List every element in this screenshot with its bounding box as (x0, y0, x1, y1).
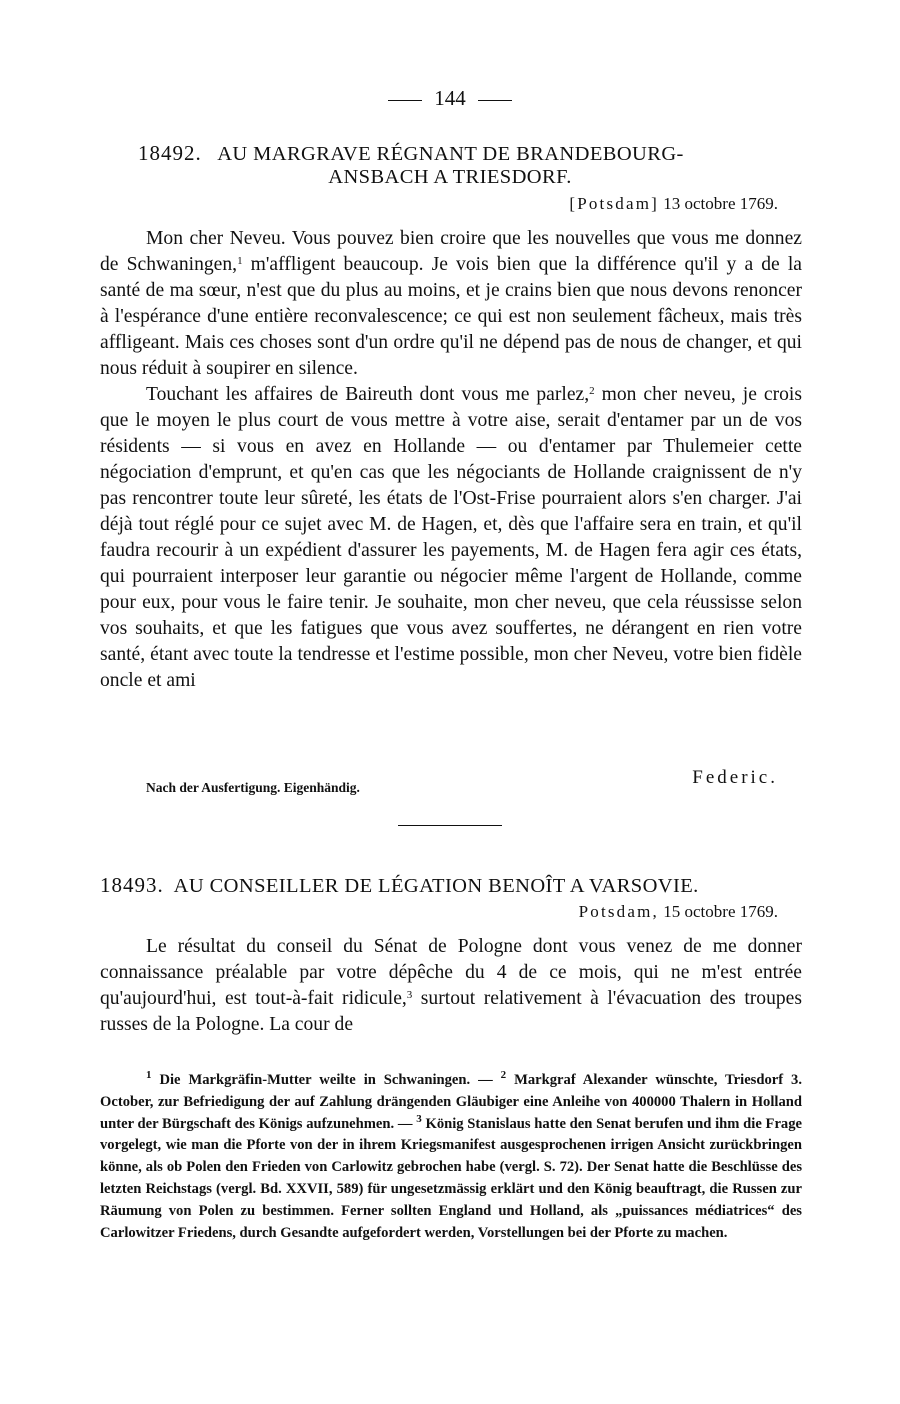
letter1-title-line2: ANSBACH A TRIESDORF. (328, 166, 572, 188)
letter1-body (100, 226, 802, 694)
letter2-title (100, 872, 800, 899)
letter2-paragraph-1 (100, 934, 802, 1038)
page-header (0, 86, 900, 111)
letter1-place: [Potsdam] (569, 194, 660, 213)
letter1-p2-text-b: mon cher neveu, je crois que le moyen le plus court de vous mettre à votre aise, serait d'entamer par un de vos résidents — si vous en avez en Hollande — ou d'entamer par Thulemeier cette négociation d'emprunt, et qu'en cas que les négociants de Hollande craignissent de n'y pas rencontrer toute leur sûreté, les états de l'Ost-Frise pourraient alors s'en charger. J'ai déjà tout réglé pour ce sujet avec M. de Hagen, et, dès que l'affaire sera en train, et qu'il faudra recourir à un expédient d'assurer les payements, M. de Hagen fera agir ces états, qui pourraient interposer leur garantie ou négocier même l'argent de Hollande, comme pour eux, pour vous le faire tenir. Je souhaite, mon cher neveu, que cela réussisse selon vos souhaits, et que les fatigues que vous avez souffertes, ne dérangent en rien votre santé, étant avec toute la tendresse et l'estime possible, mon cher Neveu, votre bien fidèle oncle et ami (100, 384, 802, 691)
source-note: Nach der Ausfertigung. Eigenhändig. (146, 780, 360, 795)
letter1-p1-text-a: Mon cher Neveu. Vous pouvez bien croire que les nouvelles que vous me donnez de Schwaningen, (100, 228, 802, 275)
letter1-title-text: AU MARGRAVE RÉGNANT DE BRANDEBOURG- (217, 143, 684, 165)
footnote-ref-2: 2 (589, 385, 595, 397)
footnote-mark-1: 1 (146, 1069, 152, 1081)
letter2-number: 18493. (100, 873, 164, 897)
footnote-mark-2: 2 (500, 1069, 507, 1081)
footnotes-paragraph (100, 1070, 802, 1244)
letter1-number: 18492. (138, 141, 202, 165)
footnote-3: König Stanislaus hatte den Senat berufen und ihm die Frage vorgelegt, wie man die Pforte von der in ihrem Kriegsmanifest ausgesprochenen irrigen Ansicht zurückbringen könne, als ob Polen den Frieden von Carlowitz gebrochen habe (vergl. S. 72). Der Senat hatte die Beschlüsse des letzten Reichstags (vergl. Bd. XXVII, 589) für ungesetzmässig erklärt und den König beauftragt, die Russen zur Räumung von Polen zu bestimmen. Ferner sollten England und Holland, als „puissances médiatrices“ des Carlowitzer Friedens, durch Gesandte aufgefordert werden, Vorstellungen bei der Pforte zu machen. (100, 1115, 802, 1241)
letter2-date: 15 octobre 1769. (663, 902, 778, 921)
letter1-p2-text-a: Touchant les affaires de Baireuth dont vous me parlez, (146, 384, 590, 405)
section-divider (398, 825, 502, 826)
letter1-paragraph-1 (100, 226, 802, 382)
letter2-dateline (579, 902, 778, 922)
footnotes (100, 1070, 802, 1244)
letter2-place: Potsdam, (578, 902, 660, 921)
letter1-p1-text-b: m'affligent beaucoup. Je vois bien que la différence qu'il y a de la santé de ma sœur, n'est que du plus au moins, et je crains bien que nous devons renoncer à l'espérance d'une entière reconvalescence; ce qui est non seulement fâcheux, mais très affligeant. Mais ces choses sont d'un ordre qu'il ne dépend pas de nous de changer, et qui nous réduit à soupirer en silence. (100, 254, 802, 379)
page-number: 144 (434, 86, 466, 110)
signature: Federic. (692, 767, 778, 788)
letter1-title-line1 (138, 140, 838, 167)
letter1-date: 13 octobre 1769. (663, 194, 778, 213)
letter2-title-text: AU CONSEILLER DE LÉGATION BENOÎT A VARSOVIE. (173, 875, 699, 897)
letter2-body (100, 934, 802, 1038)
footnote-mark-3: 3 (416, 1112, 422, 1125)
footnote-ref-1: 1 (237, 255, 243, 267)
header-dash-left (388, 100, 422, 101)
letter1-dateline (569, 194, 778, 214)
footnote-1: Die Markgräfin-Mutter weilte in Schwaningen. — (159, 1072, 493, 1088)
header-dash-right (478, 100, 512, 101)
letter2-p1-text-b: surtout relativement à l'évacuation des troupes russes de la Pologne. La cour de (100, 988, 802, 1035)
letter1-paragraph-2 (100, 382, 802, 694)
footnote-ref-3: 3 (406, 989, 413, 1001)
footnote-2: Markgraf Alexander wünschte, Triesdorf 3. October, zur Befriedigung der auf Zahlung drängenden Gläubiger eine Anleihe von 400000 Thalern in Holland unter der Bürgschaft des Königs aufzunehmen. — (100, 1072, 802, 1132)
letter2-p1-text-a: Le résultat du conseil du Sénat de Pologne dont vous venez de me donner connaissance préalable par votre dépêche du 4 de ce mois, qui ne m'est entrée qu'aujourd'hui, est tout-à-fait ridicule, (100, 936, 802, 1009)
